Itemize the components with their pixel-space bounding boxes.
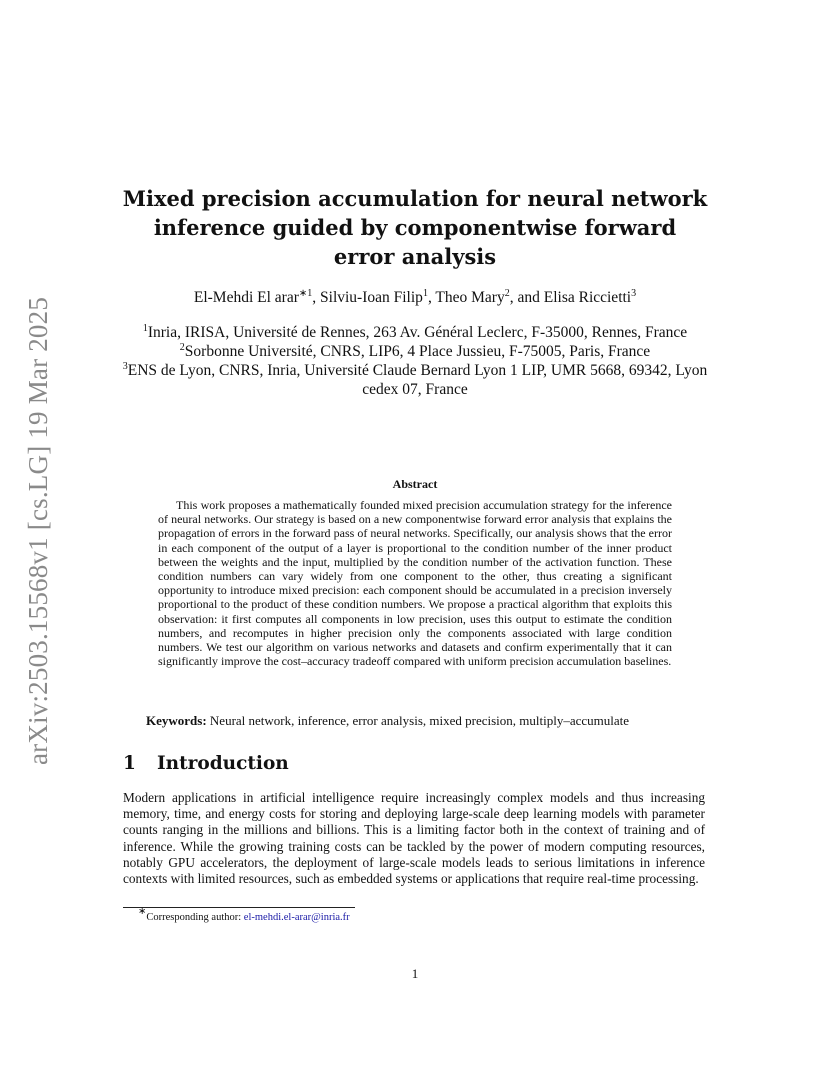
abstract-heading: Abstract <box>392 477 438 491</box>
author-separator: , <box>312 289 321 306</box>
keywords-label: Keywords: <box>146 713 207 728</box>
affiliation-text: Sorbonne Université, CNRS, LIP6, 4 Place Jussieu, F-75005, Paris, France <box>184 343 651 360</box>
corresponding-author-email-link[interactable]: el-mehdi.el-arar@inria.fr <box>243 912 350 923</box>
author-name: El-Mehdi El arar <box>193 289 299 306</box>
keywords-line <box>146 713 706 729</box>
affiliation-text: ENS de Lyon, CNRS, Inria, Université Claude Bernard Lyon 1 LIP, UMR 5668, 69342, Lyon cedex 07, France <box>127 362 708 398</box>
section-title: Introduction <box>157 753 289 774</box>
page-number: 1 <box>411 966 419 981</box>
affiliation-item <box>120 361 710 399</box>
affiliation-list <box>120 323 710 399</box>
affiliation-mark: 2 <box>179 342 185 353</box>
footnote-label: Corresponding author: <box>146 912 242 923</box>
author-name: Theo Mary <box>435 289 505 306</box>
paper-title: Mixed precision accumulation for neural network inference guided by componentwise forward error analysis <box>122 186 708 269</box>
keywords-text: Neural network, inference, error analysis, mixed precision, multiply–accumulate <box>209 713 630 728</box>
author-separator: , <box>427 289 436 306</box>
affiliation-mark: 3 <box>122 361 128 372</box>
affiliation-text: Inria, IRISA, Université de Rennes, 263 Av. Général Leclerc, F-35000, Rennes, France <box>147 324 688 341</box>
arxiv-identifier-stamp: arXiv:2503.15568v1 [cs.LG] 19 Mar 2025 <box>23 296 53 765</box>
abstract-text: This work proposes a mathematically founded mixed precision accumulation strategy for the inference of neural networks. Our strategy is based on a new componentwise forward error analysis that explains the propagation of errors in the forward pass of neural networks. Specifically, our analysis shows that the error in each component of the output of a layer is proportional to the condition number of the inner product between the weights and the input, multiplied by the condition number of the activation function. These condition numbers can vary widely from one component to the other, thus creating a significant opportunity to introduce mixed precision: each component should be accumulated in a precision inversely proportional to the product of these condition numbers. We propose a practical algorithm that exploits this observation: it first computes all components in low precision, uses this output to estimate the condition numbers, and recomputes in higher precision only the components associated with large condition numbers. We test our algorithm on various networks and datasets and confirm experimentally that it can significantly improve the cost–accuracy tradeoff compared with uniform precision accumulation baselines. <box>158 498 672 669</box>
section-heading-introduction <box>123 752 523 776</box>
author-affiliation-mark: 3 <box>631 288 637 299</box>
author-name: Silviu-Ioan Filip <box>320 289 423 306</box>
footnote <box>138 906 638 924</box>
affiliation-item <box>120 342 710 361</box>
author-name: Elisa Riccietti <box>543 289 632 306</box>
affiliation-item <box>120 323 710 342</box>
author-affiliation-mark: 2 <box>504 288 510 299</box>
author-separator: , and <box>509 289 544 306</box>
footnote-divider <box>123 907 355 908</box>
introduction-paragraph: Modern applications in artificial intelligence require increasingly complex models and thus increasing memory, time, and energy costs for storing and deploying large-scale deep learning models with parameter counts ranging in the millions and billions. This is a limiting factor both in the context of training and of inference. While the growing training costs can be tackled by the power of modern computing resources, notably GPU accelerators, the deployment of large-scale models leads to serious limitations in inference contexts with limited resources, such as embedded systems or applications that require real-time processing. <box>123 790 705 887</box>
author-list <box>120 288 710 308</box>
affiliation-mark: 1 <box>142 323 148 334</box>
author-affiliation-mark: 1 <box>422 288 428 299</box>
section-number: 1 <box>123 753 136 774</box>
footnote-mark: ∗ <box>138 906 147 917</box>
author-affiliation-mark: ∗1 <box>298 288 313 299</box>
